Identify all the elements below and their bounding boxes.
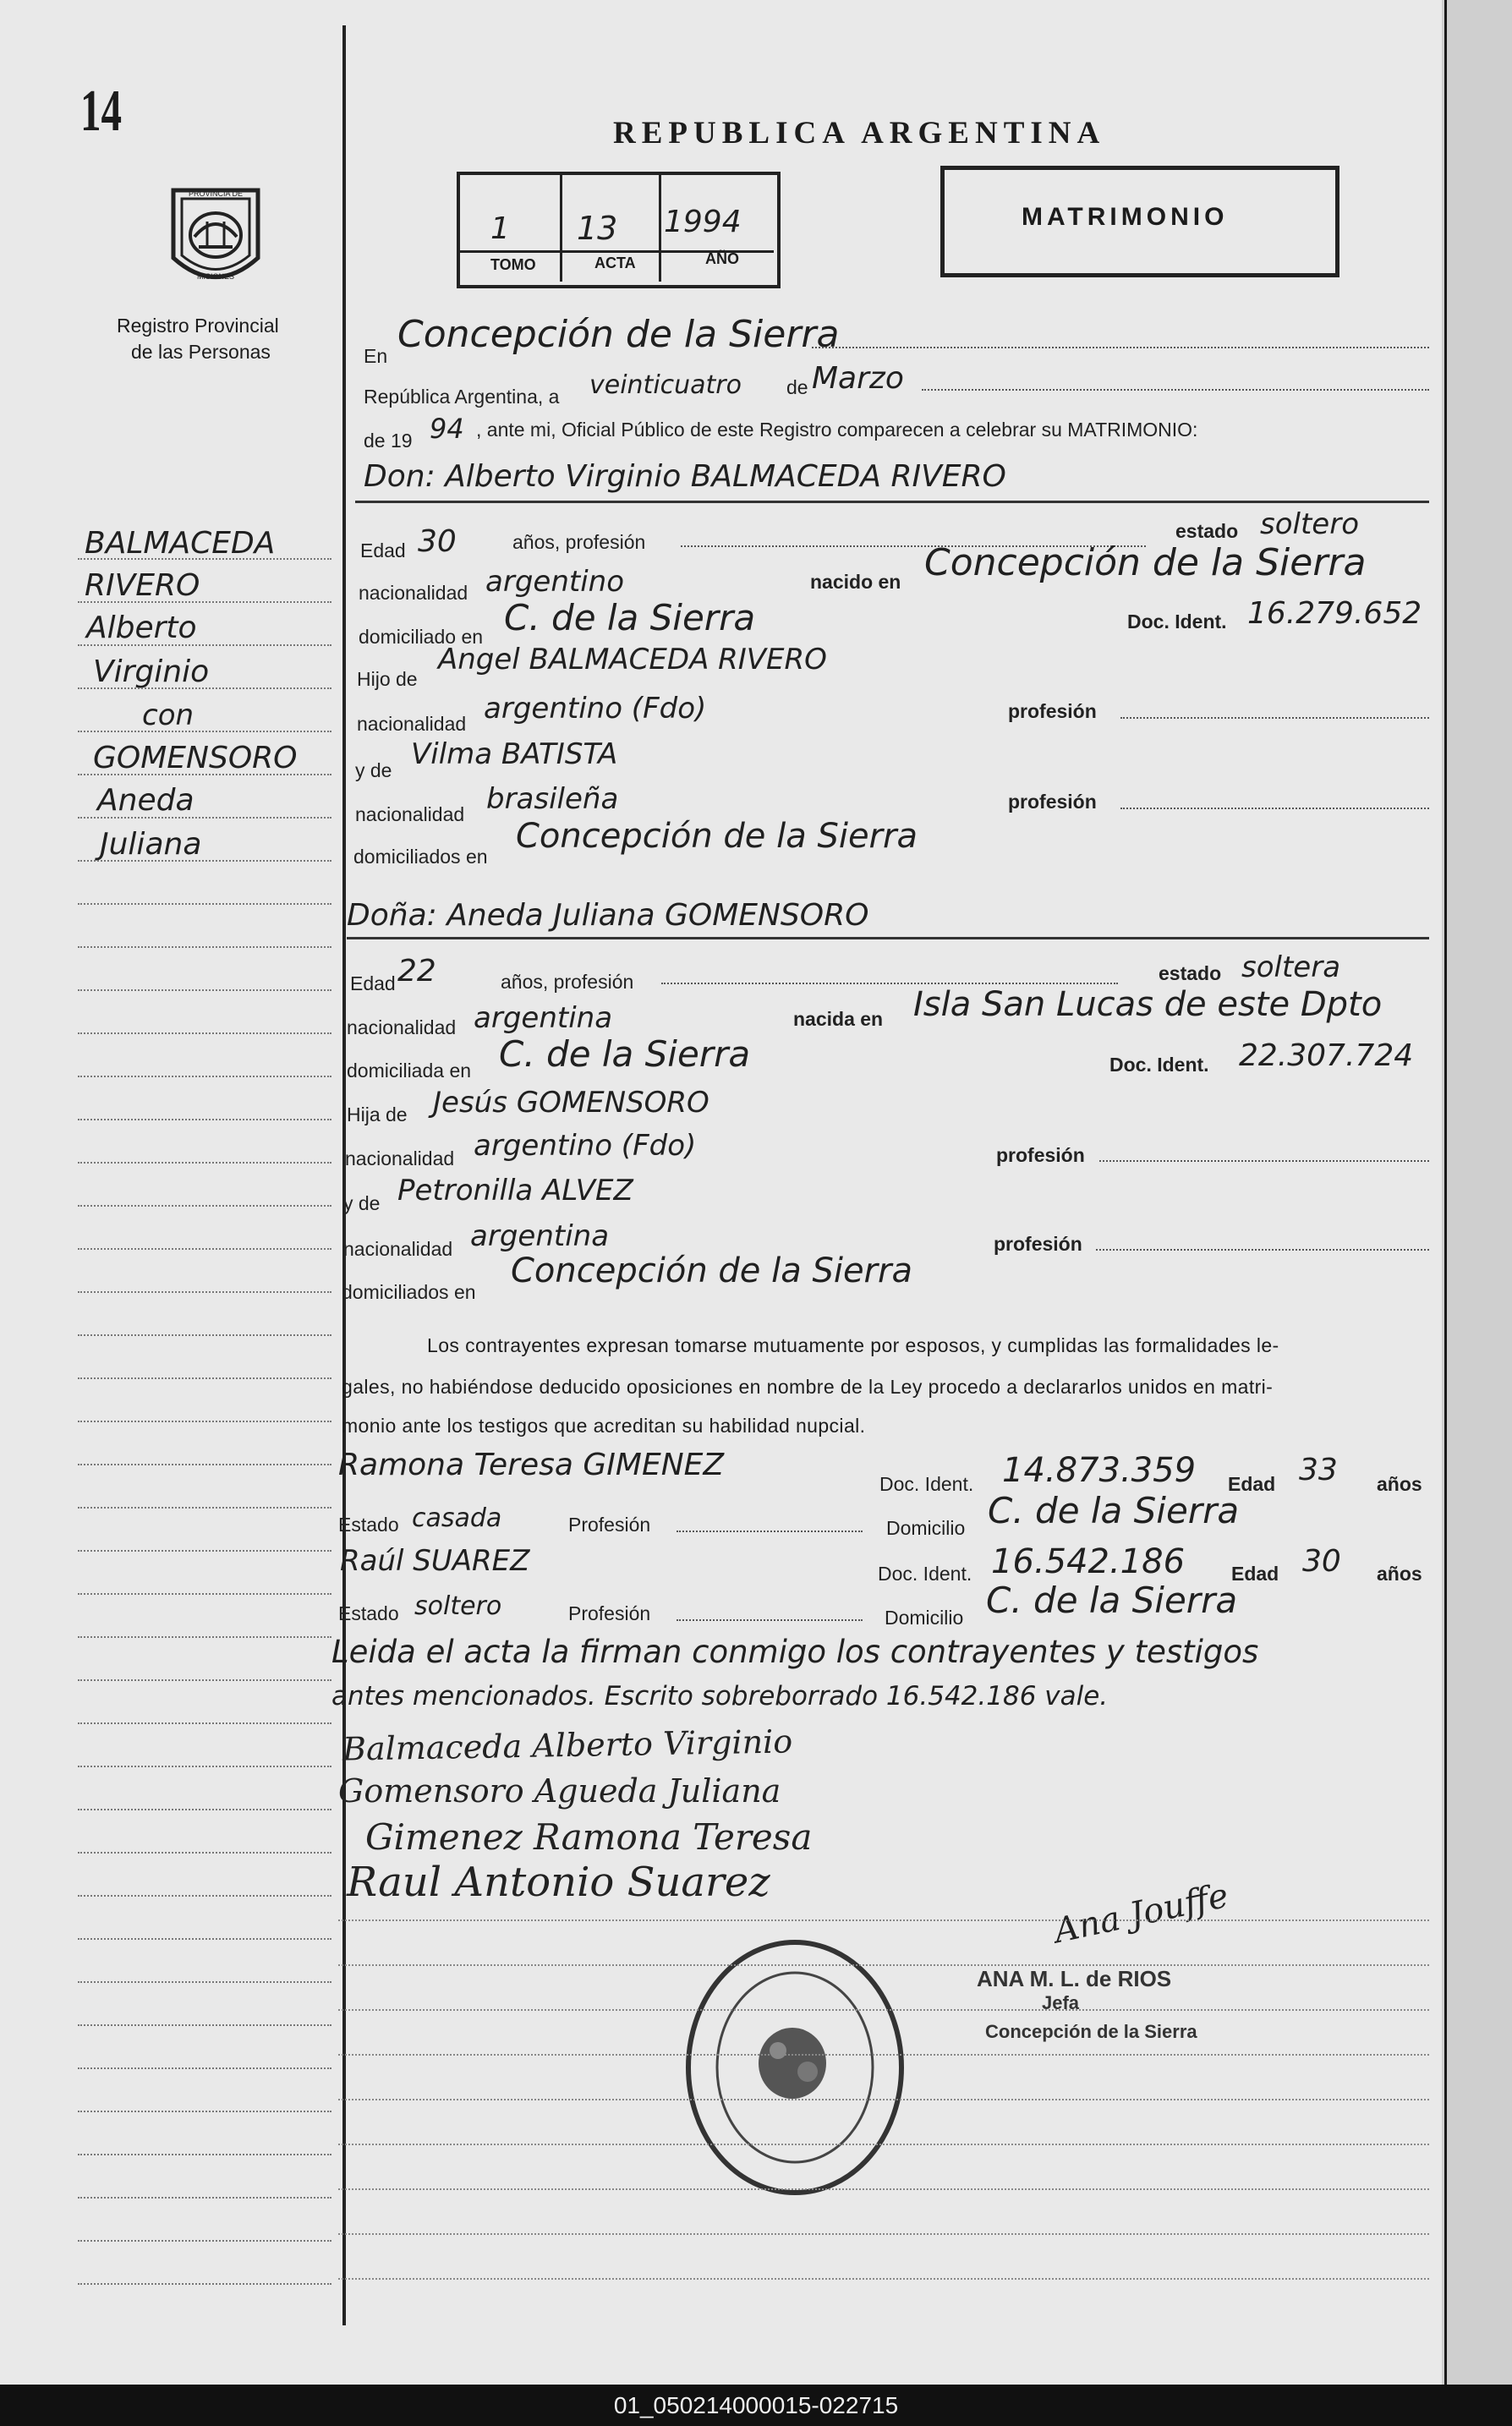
page-edge-line — [1444, 0, 1447, 2385]
groom-nacionalidad: argentino — [485, 565, 624, 599]
margin-name-5: con — [142, 698, 194, 732]
witness-2-dom-label: Domicilio — [885, 1607, 964, 1629]
margin-ruled-line — [78, 1895, 331, 1897]
margin-ruled-line — [78, 1291, 331, 1293]
margin-name-3: Alberto — [86, 611, 197, 645]
witness-2-name: Raúl SUAREZ — [340, 1544, 530, 1578]
republica-label: República Argentina, a — [364, 386, 560, 408]
groom-mother: Vilma BATISTA — [411, 737, 618, 771]
witness-1-estado: casada — [412, 1503, 502, 1533]
groom-edad-label: Edad — [360, 539, 406, 561]
groom-nacido-en: Concepción de la Sierra — [924, 541, 1367, 584]
margin-ruled-line — [78, 687, 331, 689]
groom-nac-label: nacionalidad — [359, 582, 468, 604]
official-stamp-line-2: Jefa — [1042, 1992, 1080, 2013]
witness-2-domicilio: C. de la Sierra — [986, 1580, 1238, 1621]
margin-ruled-line — [78, 1636, 331, 1638]
bride-anos-label: años, profesión — [501, 971, 634, 993]
bride-father-nac: argentino (Fdo) — [474, 1129, 697, 1163]
bride-hija-label: Hija de — [347, 1103, 408, 1125]
margin-name-7: Aneda — [97, 783, 194, 818]
groom-dom-label: domiciliado en — [359, 626, 484, 648]
month-value: Marzo — [812, 361, 904, 396]
bride-nacionalidad: argentina — [474, 1001, 613, 1035]
witness-1-edad-label: Edad — [1228, 1473, 1276, 1495]
signature-witness-2: Raul Antonio Suarez — [347, 1859, 770, 1906]
witness-1-dom-label: Domicilio — [886, 1517, 966, 1539]
groom-mother-nac: brasileña — [486, 782, 619, 816]
republic-title: REPUBLICA ARGENTINA — [613, 116, 1106, 151]
acta-label: ACTA — [594, 255, 636, 271]
margin-ruled-line — [78, 1938, 331, 1940]
groom-parents-domicilio: Concepción de la Sierra — [516, 817, 918, 856]
groom-parents-dom-label: domiciliados en — [353, 846, 488, 868]
bride-nac-label: nacionalidad — [347, 1016, 457, 1038]
witness-2-anos-label: años — [1377, 1563, 1422, 1585]
bride-nacida-en: Isla San Lucas de este Dpto — [913, 985, 1383, 1024]
page-number: 14 — [80, 79, 122, 144]
margin-ruled-line — [78, 2067, 331, 2069]
groom-estado-label: estado — [1175, 520, 1239, 542]
witness-2-doc: 16.542.186 — [991, 1542, 1186, 1581]
margin-ruled-line — [78, 1334, 331, 1336]
bride-edad: 22 — [397, 954, 436, 988]
witness-1-doc: 14.873.359 — [1002, 1451, 1197, 1490]
declaration-line-2: gales, no habiéndose deducido oposiciones en nombre de la Ley procedo a declararlos unidos en matri- — [342, 1376, 1274, 1398]
groom-hijo-label: Hijo de — [357, 668, 418, 690]
margin-ruled-line — [78, 1162, 331, 1164]
margin-ruled-line — [78, 2154, 331, 2155]
bride-mother-nac: argentina — [470, 1219, 610, 1253]
groom-doc: 16.279.652 — [1247, 596, 1422, 631]
margin-ruled-line — [78, 817, 331, 819]
signature-bride: Gomensoro Agueda Juliana — [338, 1772, 781, 1810]
margin-ruled-line — [78, 644, 331, 646]
signature-groom: Balmaceda Alberto Virginio — [342, 1722, 793, 1768]
margin-name-2: RIVERO — [85, 568, 200, 603]
margin-ruled-line — [78, 1981, 331, 1983]
witness-2-estado-label: Estado — [338, 1602, 399, 1624]
bride-heading: Doña: Aneda Juliana GOMENSORO — [347, 898, 869, 933]
margin-divider — [342, 25, 346, 2325]
declaration-line-3: monio ante los testigos que acreditan su habilidad nupcial. — [342, 1415, 866, 1437]
year-suffix: 94 — [430, 413, 464, 445]
groom-father-prof-label: profesión — [1008, 700, 1097, 722]
witness-2-edad-label: Edad — [1231, 1563, 1279, 1585]
body-ruled-line — [338, 2233, 1429, 2235]
margin-ruled-line — [78, 1550, 331, 1552]
bride-mother-prof-label: profesión — [994, 1233, 1082, 1255]
bride-parents-dom-label: domiciliados en — [342, 1281, 476, 1303]
year-prefix: de 19 — [364, 430, 413, 452]
groom-yde-label: y de — [355, 759, 392, 781]
groom-domicilio: C. de la Sierra — [504, 597, 756, 638]
margin-ruled-line — [78, 1722, 331, 1724]
witness-2-estado: soltero — [414, 1591, 502, 1621]
margin-ruled-line — [78, 2197, 331, 2199]
svg-text:MISIONES: MISIONES — [196, 272, 235, 281]
tomo-value: 1 — [490, 211, 510, 246]
official-signature: Ana Jouffe — [1050, 1876, 1232, 1952]
registry-label-1: Registro Provincial — [117, 315, 279, 337]
tomo-label: TOMO — [490, 256, 536, 273]
de-label: de — [786, 376, 808, 398]
section-rule — [347, 937, 1429, 939]
bride-nacida-label: nacida en — [793, 1008, 884, 1030]
page-edge — [1442, 0, 1512, 2385]
margin-ruled-line — [78, 1852, 331, 1854]
official-stamp-line-1: ANA M. L. de RIOS — [977, 1966, 1172, 1991]
margin-ruled-line — [78, 946, 331, 948]
registry-round-stamp-icon — [681, 1932, 909, 2203]
bride-doc-label: Doc. Ident. — [1109, 1054, 1209, 1076]
margin-ruled-line — [78, 2283, 331, 2285]
dotted-rule — [677, 1619, 863, 1621]
groom-mother-nac-label: nacionalidad — [355, 803, 465, 825]
body-ruled-line — [338, 2188, 1429, 2190]
bride-parents-domicilio: Concepción de la Sierra — [511, 1251, 912, 1290]
provincial-seal-icon — [161, 178, 271, 296]
bride-estado-label: estado — [1159, 962, 1222, 984]
witness-2-doc-label: Doc. Ident. — [878, 1563, 972, 1585]
dotted-rule — [1096, 1249, 1429, 1251]
dotted-rule — [661, 983, 1118, 984]
margin-ruled-line — [78, 2240, 331, 2242]
margin-ruled-line — [78, 1464, 331, 1465]
acta-value: 13 — [577, 210, 618, 247]
margin-ruled-line — [78, 1205, 331, 1207]
margin-ruled-line — [78, 1076, 331, 1077]
margin-ruled-line — [78, 1248, 331, 1250]
intro-text: , ante mi, Oficial Público de este Registro comparecen a celebrar su MATRIMONIO: — [476, 419, 1198, 441]
footer-code: 01_050214000015-022715 — [0, 2385, 1512, 2426]
dotted-rule — [677, 1531, 863, 1532]
ano-label: AÑO — [705, 250, 739, 267]
groom-father-nac: argentino (Fdo) — [484, 692, 707, 726]
margin-ruled-line — [78, 731, 331, 732]
margin-ruled-line — [78, 1119, 331, 1120]
margin-ruled-line — [78, 989, 331, 991]
margin-ruled-line — [78, 1421, 331, 1422]
witness-1-name: Ramona Teresa GIMENEZ — [338, 1448, 725, 1482]
bride-doc: 22.307.724 — [1239, 1038, 1414, 1073]
margin-ruled-line — [78, 1377, 331, 1379]
ano-value: 1994 — [664, 205, 742, 239]
bride-estado: soltera — [1241, 950, 1341, 984]
margin-name-4: Virginio — [93, 654, 210, 689]
margin-ruled-line — [78, 903, 331, 905]
box-divider — [659, 175, 661, 282]
margin-ruled-line — [78, 1507, 331, 1509]
margin-ruled-line — [78, 860, 331, 862]
act-type-label: MATRIMONIO — [1022, 203, 1229, 231]
place-value: Concepción de la Sierra — [397, 313, 840, 356]
dotted-rule — [1120, 717, 1429, 719]
bride-father-prof-label: profesión — [996, 1144, 1085, 1166]
witness-2-edad: 30 — [1302, 1544, 1341, 1579]
groom-father: Angel BALMACEDA RIVERO — [438, 643, 827, 676]
margin-ruled-line — [78, 1809, 331, 1810]
margin-ruled-line — [78, 1032, 331, 1034]
box-divider — [560, 175, 562, 282]
dotted-rule — [1099, 1160, 1429, 1162]
margin-ruled-line — [78, 2111, 331, 2112]
signature-witness-1: Gimenez Ramona Teresa — [365, 1816, 813, 1858]
dotted-rule — [922, 389, 1429, 391]
body-ruled-line — [338, 1964, 1429, 1966]
dotted-rule — [1120, 808, 1429, 809]
margin-name-6: GOMENSORO — [93, 741, 298, 775]
bride-yde-label: y de — [343, 1192, 381, 1214]
witness-1-domicilio: C. de la Sierra — [988, 1490, 1240, 1531]
closing-line-2: antes mencionados. Escrito sobreborrado 16.542.186 vale. — [331, 1681, 1109, 1711]
bride-domicilio: C. de la Sierra — [499, 1033, 751, 1075]
bride-mother-nac-label: nacionalidad — [343, 1238, 453, 1260]
body-ruled-line — [338, 1919, 1429, 1921]
closing-line-1: Leida el acta la firman conmigo los contrayentes y testigos — [331, 1634, 1259, 1670]
day-value: veinticuatro — [589, 370, 742, 400]
bride-mother: Petronilla ALVEZ — [397, 1174, 633, 1208]
groom-nacido-label: nacido en — [810, 571, 901, 593]
witness-1-anos-label: años — [1377, 1473, 1422, 1495]
witness-1-prof-label: Profesión — [568, 1514, 651, 1536]
bride-edad-label: Edad — [350, 972, 396, 994]
body-ruled-line — [338, 2099, 1429, 2100]
body-ruled-line — [338, 2278, 1429, 2280]
margin-ruled-line — [78, 1766, 331, 1767]
margin-name-1: BALMACEDA — [85, 526, 276, 561]
groom-father-nac-label: nacionalidad — [357, 713, 467, 735]
official-stamp-line-3: Concepción de la Sierra — [985, 2021, 1197, 2042]
witness-1-edad: 33 — [1299, 1453, 1338, 1487]
margin-ruled-line — [78, 601, 331, 603]
groom-estado: soltero — [1260, 507, 1359, 541]
groom-anos-label: años, profesión — [512, 531, 646, 553]
bride-dom-label: domiciliada en — [347, 1060, 472, 1082]
groom-heading: Don: Alberto Virginio BALMACEDA RIVERO — [364, 459, 1006, 494]
witness-1-doc-label: Doc. Ident. — [879, 1473, 974, 1495]
margin-ruled-line — [78, 774, 331, 775]
groom-edad: 30 — [418, 524, 457, 559]
en-label: En — [364, 345, 388, 367]
svg-text:PROVINCIA DE: PROVINCIA DE — [188, 189, 244, 198]
margin-ruled-line — [78, 1679, 331, 1681]
registry-label-2: de las Personas — [131, 341, 271, 363]
body-ruled-line — [338, 2009, 1429, 2011]
bride-father: Jesús GOMENSORO — [433, 1086, 709, 1120]
groom-doc-label: Doc. Ident. — [1127, 611, 1227, 633]
margin-ruled-line — [78, 2024, 331, 2026]
margin-name-8: Juliana — [100, 827, 202, 862]
witness-1-estado-label: Estado — [338, 1514, 399, 1536]
section-rule — [355, 501, 1429, 503]
witness-2-prof-label: Profesión — [568, 1602, 651, 1624]
groom-mother-prof-label: profesión — [1008, 791, 1097, 813]
declaration-line-1: Los contrayentes expresan tomarse mutuamente por esposos, y cumplidas las formalidades le- — [427, 1334, 1279, 1356]
margin-ruled-line — [78, 1593, 331, 1595]
body-ruled-line — [338, 2054, 1429, 2056]
body-ruled-line — [338, 2144, 1429, 2145]
dotted-rule — [812, 347, 1429, 348]
bride-father-nac-label: nacionalidad — [345, 1147, 455, 1169]
margin-ruled-line — [78, 558, 331, 560]
